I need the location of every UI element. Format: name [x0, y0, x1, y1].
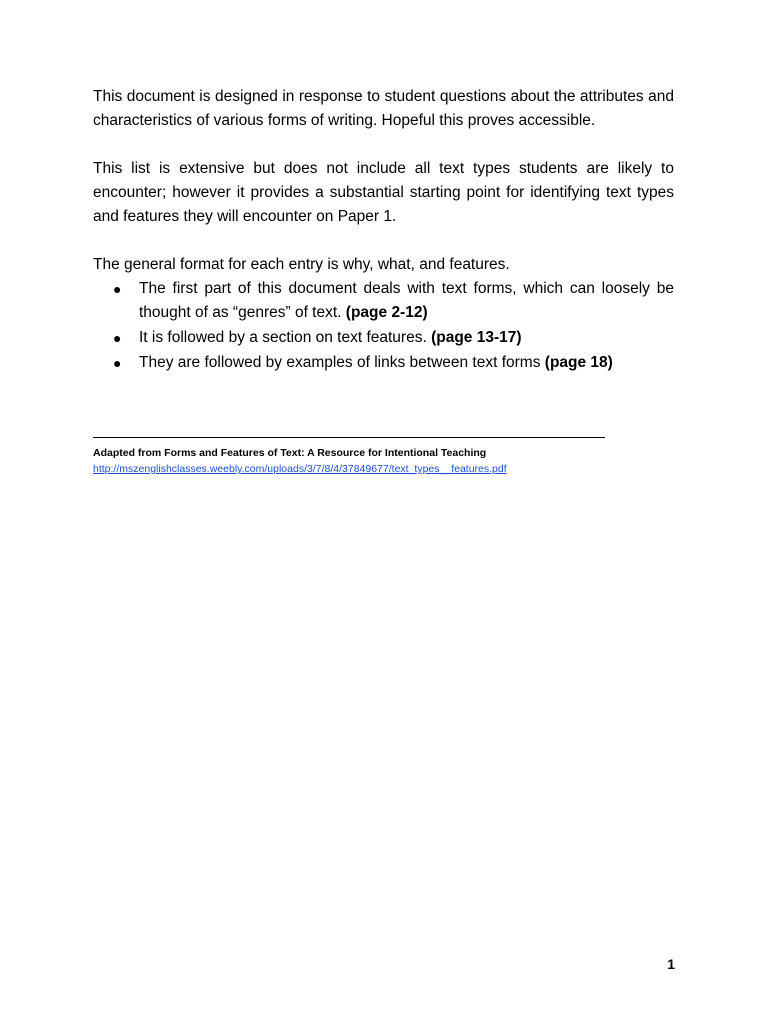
- page-reference: (page 2-12): [345, 304, 428, 321]
- page-reference: (page 13-17): [431, 329, 522, 346]
- page-reference: (page 18): [544, 354, 613, 371]
- format-paragraph: The general format for each entry is why, what, and features.: [93, 256, 510, 273]
- list-item-text: It is followed by a section on text features.: [139, 329, 432, 346]
- bullet-icon: ●: [113, 281, 122, 297]
- source-link[interactable]: http://mszenglishclasses.weebly.com/uploads/3/7/8/4/37849677/text_types__features.pdf: [93, 463, 507, 475]
- footnote-link-line: [93, 461, 693, 477]
- list-item-text: They are followed by examples of links between text forms: [139, 354, 545, 371]
- footnote-source: Adapted from Forms and Features of Text: A Resource for Intentional Teaching: [93, 447, 487, 459]
- list-item: [93, 277, 674, 325]
- list-item-text: The first part of this document deals with text forms, which can loosely be thought of as “genres” of text.: [139, 280, 674, 321]
- bullet-icon: ●: [113, 330, 122, 346]
- main-content: [93, 85, 674, 376]
- contents-list: [93, 277, 674, 375]
- footnote: [93, 445, 693, 477]
- list-item: [93, 351, 674, 375]
- paragraph-spacer: [93, 133, 674, 157]
- paragraph-spacer: [93, 229, 674, 253]
- list-item: [93, 326, 674, 350]
- footnote-separator: [93, 437, 605, 438]
- bullet-icon: ●: [113, 355, 122, 371]
- page-number: 1: [667, 956, 675, 972]
- scope-paragraph: This list is extensive but does not include all text types students are likely to encounter; however it provides a substantial starting point for identifying text types and features they will encounter on Paper 1.: [93, 160, 674, 225]
- intro-paragraph: This document is designed in response to student questions about the attributes and characteristics of various forms of writing. Hopeful this proves accessible.: [93, 88, 674, 129]
